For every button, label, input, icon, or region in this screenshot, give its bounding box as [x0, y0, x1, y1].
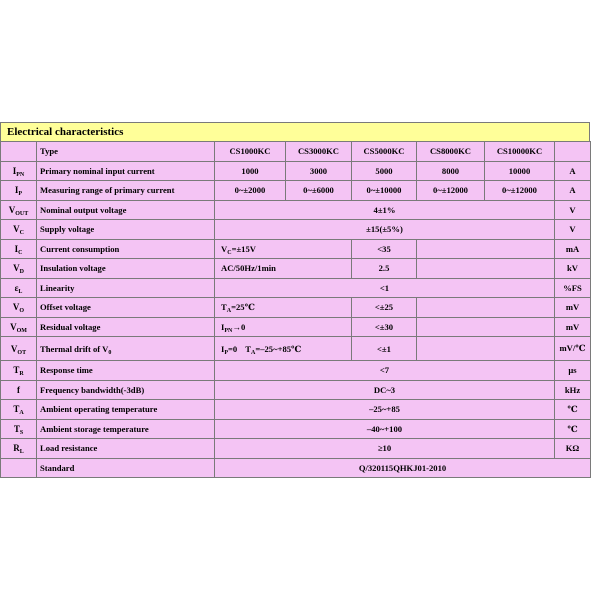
model-cs1000kc: CS1000KC — [215, 142, 286, 162]
symbol-cell: $T_A$ — [1, 400, 37, 420]
condition-cell: $T_A=25℃$ — [215, 298, 352, 318]
unit-cell: mV — [555, 298, 591, 318]
parameter-name: Primary nominal input current — [37, 161, 215, 181]
value-cell: ≥10 — [215, 439, 555, 459]
value-cell: <35 — [352, 239, 417, 259]
table-row — [1, 278, 591, 298]
value-cell: 0~±12000 — [485, 181, 555, 201]
symbol-cell: $V_O$ — [1, 298, 37, 318]
table-row — [1, 200, 591, 220]
unit-cell: μs — [555, 361, 591, 381]
value-cell: –25~+85 — [215, 400, 555, 420]
symbol-cell — [1, 458, 37, 478]
standard-value: Q/320115QHKJ01-2010 — [215, 458, 591, 478]
table-row — [1, 239, 591, 259]
symbol-cell: $V_{OUT}$ — [1, 200, 37, 220]
parameter-name: Current consumption — [37, 239, 215, 259]
unit-header — [555, 142, 591, 162]
empty-cell — [417, 259, 555, 279]
value-cell: –40~+100 — [215, 419, 555, 439]
table-row — [1, 181, 591, 201]
condition-cell: AC/50Hz/1min — [215, 259, 352, 279]
parameter-name: Load resistance — [37, 439, 215, 459]
parameter-name: Thermal drift of $V_0$ — [37, 337, 215, 361]
symbol-cell: $I_P$ — [1, 181, 37, 201]
model-cs3000kc: CS3000KC — [286, 142, 352, 162]
parameter-name: Response time — [37, 361, 215, 381]
empty-cell — [417, 298, 555, 318]
header-row — [1, 142, 591, 162]
model-cs8000kc: CS8000KC — [417, 142, 485, 162]
table-row — [1, 419, 591, 439]
value-cell: <±30 — [352, 317, 417, 337]
value-cell: 5000 — [352, 161, 417, 181]
value-cell: <7 — [215, 361, 555, 381]
type-header: Type — [37, 142, 215, 162]
condition-cell: $I_{PN}\to 0$ — [215, 317, 352, 337]
symbol-cell: $V_D$ — [1, 259, 37, 279]
symbol-cell: $I_C$ — [1, 239, 37, 259]
value-cell: ±15(±5%) — [215, 220, 555, 240]
condition-cell: $I_P=0$ $T_A=-25\sim+85℃$ — [215, 337, 352, 361]
value-cell: 8000 — [417, 161, 485, 181]
parameter-name: Offset voltage — [37, 298, 215, 318]
section-title: Electrical characteristics — [0, 122, 590, 141]
condition-cell: $V_C=\pm 15V$ — [215, 239, 352, 259]
value-cell: 3000 — [286, 161, 352, 181]
parameter-name: Frequency bandwidth(-3dB) — [37, 380, 215, 400]
unit-cell: mA — [555, 239, 591, 259]
parameter-name: Measuring range of primary current — [37, 181, 215, 201]
parameter-name: Ambient storage temperature — [37, 419, 215, 439]
unit-cell: V — [555, 200, 591, 220]
table-row — [1, 380, 591, 400]
unit-cell: mV — [555, 317, 591, 337]
table-row — [1, 400, 591, 420]
unit-cell: A — [555, 161, 591, 181]
model-cs5000kc: CS5000KC — [352, 142, 417, 162]
symbol-cell: $T_S$ — [1, 419, 37, 439]
spec-table — [0, 141, 591, 478]
table-row — [1, 220, 591, 240]
table-row — [1, 298, 591, 318]
symbol-cell: $\varepsilon_L$ — [1, 278, 37, 298]
parameter-name: Linearity — [37, 278, 215, 298]
table-row — [1, 317, 591, 337]
symbol-cell: $T_R$ — [1, 361, 37, 381]
table-row — [1, 439, 591, 459]
unit-cell: V — [555, 220, 591, 240]
table-row — [1, 259, 591, 279]
value-cell: 0~±10000 — [352, 181, 417, 201]
unit-cell: mV/℃ — [555, 337, 591, 361]
value-cell: <±1 — [352, 337, 417, 361]
unit-cell: kHz — [555, 380, 591, 400]
value-cell: <1 — [215, 278, 555, 298]
value-cell: 10000 — [485, 161, 555, 181]
unit-cell: kV — [555, 259, 591, 279]
parameter-name: Ambient operating temperature — [37, 400, 215, 420]
value-cell: 0~±12000 — [417, 181, 485, 201]
empty-cell — [417, 239, 555, 259]
empty-cell — [417, 317, 555, 337]
symbol-cell: $V_{OT}$ — [1, 337, 37, 361]
symbol-cell: $V_C$ — [1, 220, 37, 240]
parameter-name: Residual voltage — [37, 317, 215, 337]
parameter-name: Insulation voltage — [37, 259, 215, 279]
table-row — [1, 361, 591, 381]
symbol-cell: f — [1, 380, 37, 400]
empty-cell — [417, 337, 555, 361]
unit-cell: KΩ — [555, 439, 591, 459]
symbol-header — [1, 142, 37, 162]
symbol-cell: $R_L$ — [1, 439, 37, 459]
table-row — [1, 337, 591, 361]
parameter-name: Nominal output voltage — [37, 200, 215, 220]
value-cell: 1000 — [215, 161, 286, 181]
parameter-name: Supply voltage — [37, 220, 215, 240]
electrical-characteristics-sheet — [0, 122, 590, 478]
unit-cell: ℃ — [555, 419, 591, 439]
model-cs10000kc: CS10000KC — [485, 142, 555, 162]
unit-cell: ℃ — [555, 400, 591, 420]
value-cell: DC~3 — [215, 380, 555, 400]
unit-cell: %FS — [555, 278, 591, 298]
symbol-cell: $V_{OM}$ — [1, 317, 37, 337]
value-cell: 2.5 — [352, 259, 417, 279]
value-cell: 4±1% — [215, 200, 555, 220]
value-cell: 0~±2000 — [215, 181, 286, 201]
value-cell: <±25 — [352, 298, 417, 318]
symbol-cell: $I_{PN}$ — [1, 161, 37, 181]
standard-row — [1, 458, 591, 478]
standard-label: Standard — [37, 458, 215, 478]
unit-cell: A — [555, 181, 591, 201]
value-cell: 0~±6000 — [286, 181, 352, 201]
table-row — [1, 161, 591, 181]
